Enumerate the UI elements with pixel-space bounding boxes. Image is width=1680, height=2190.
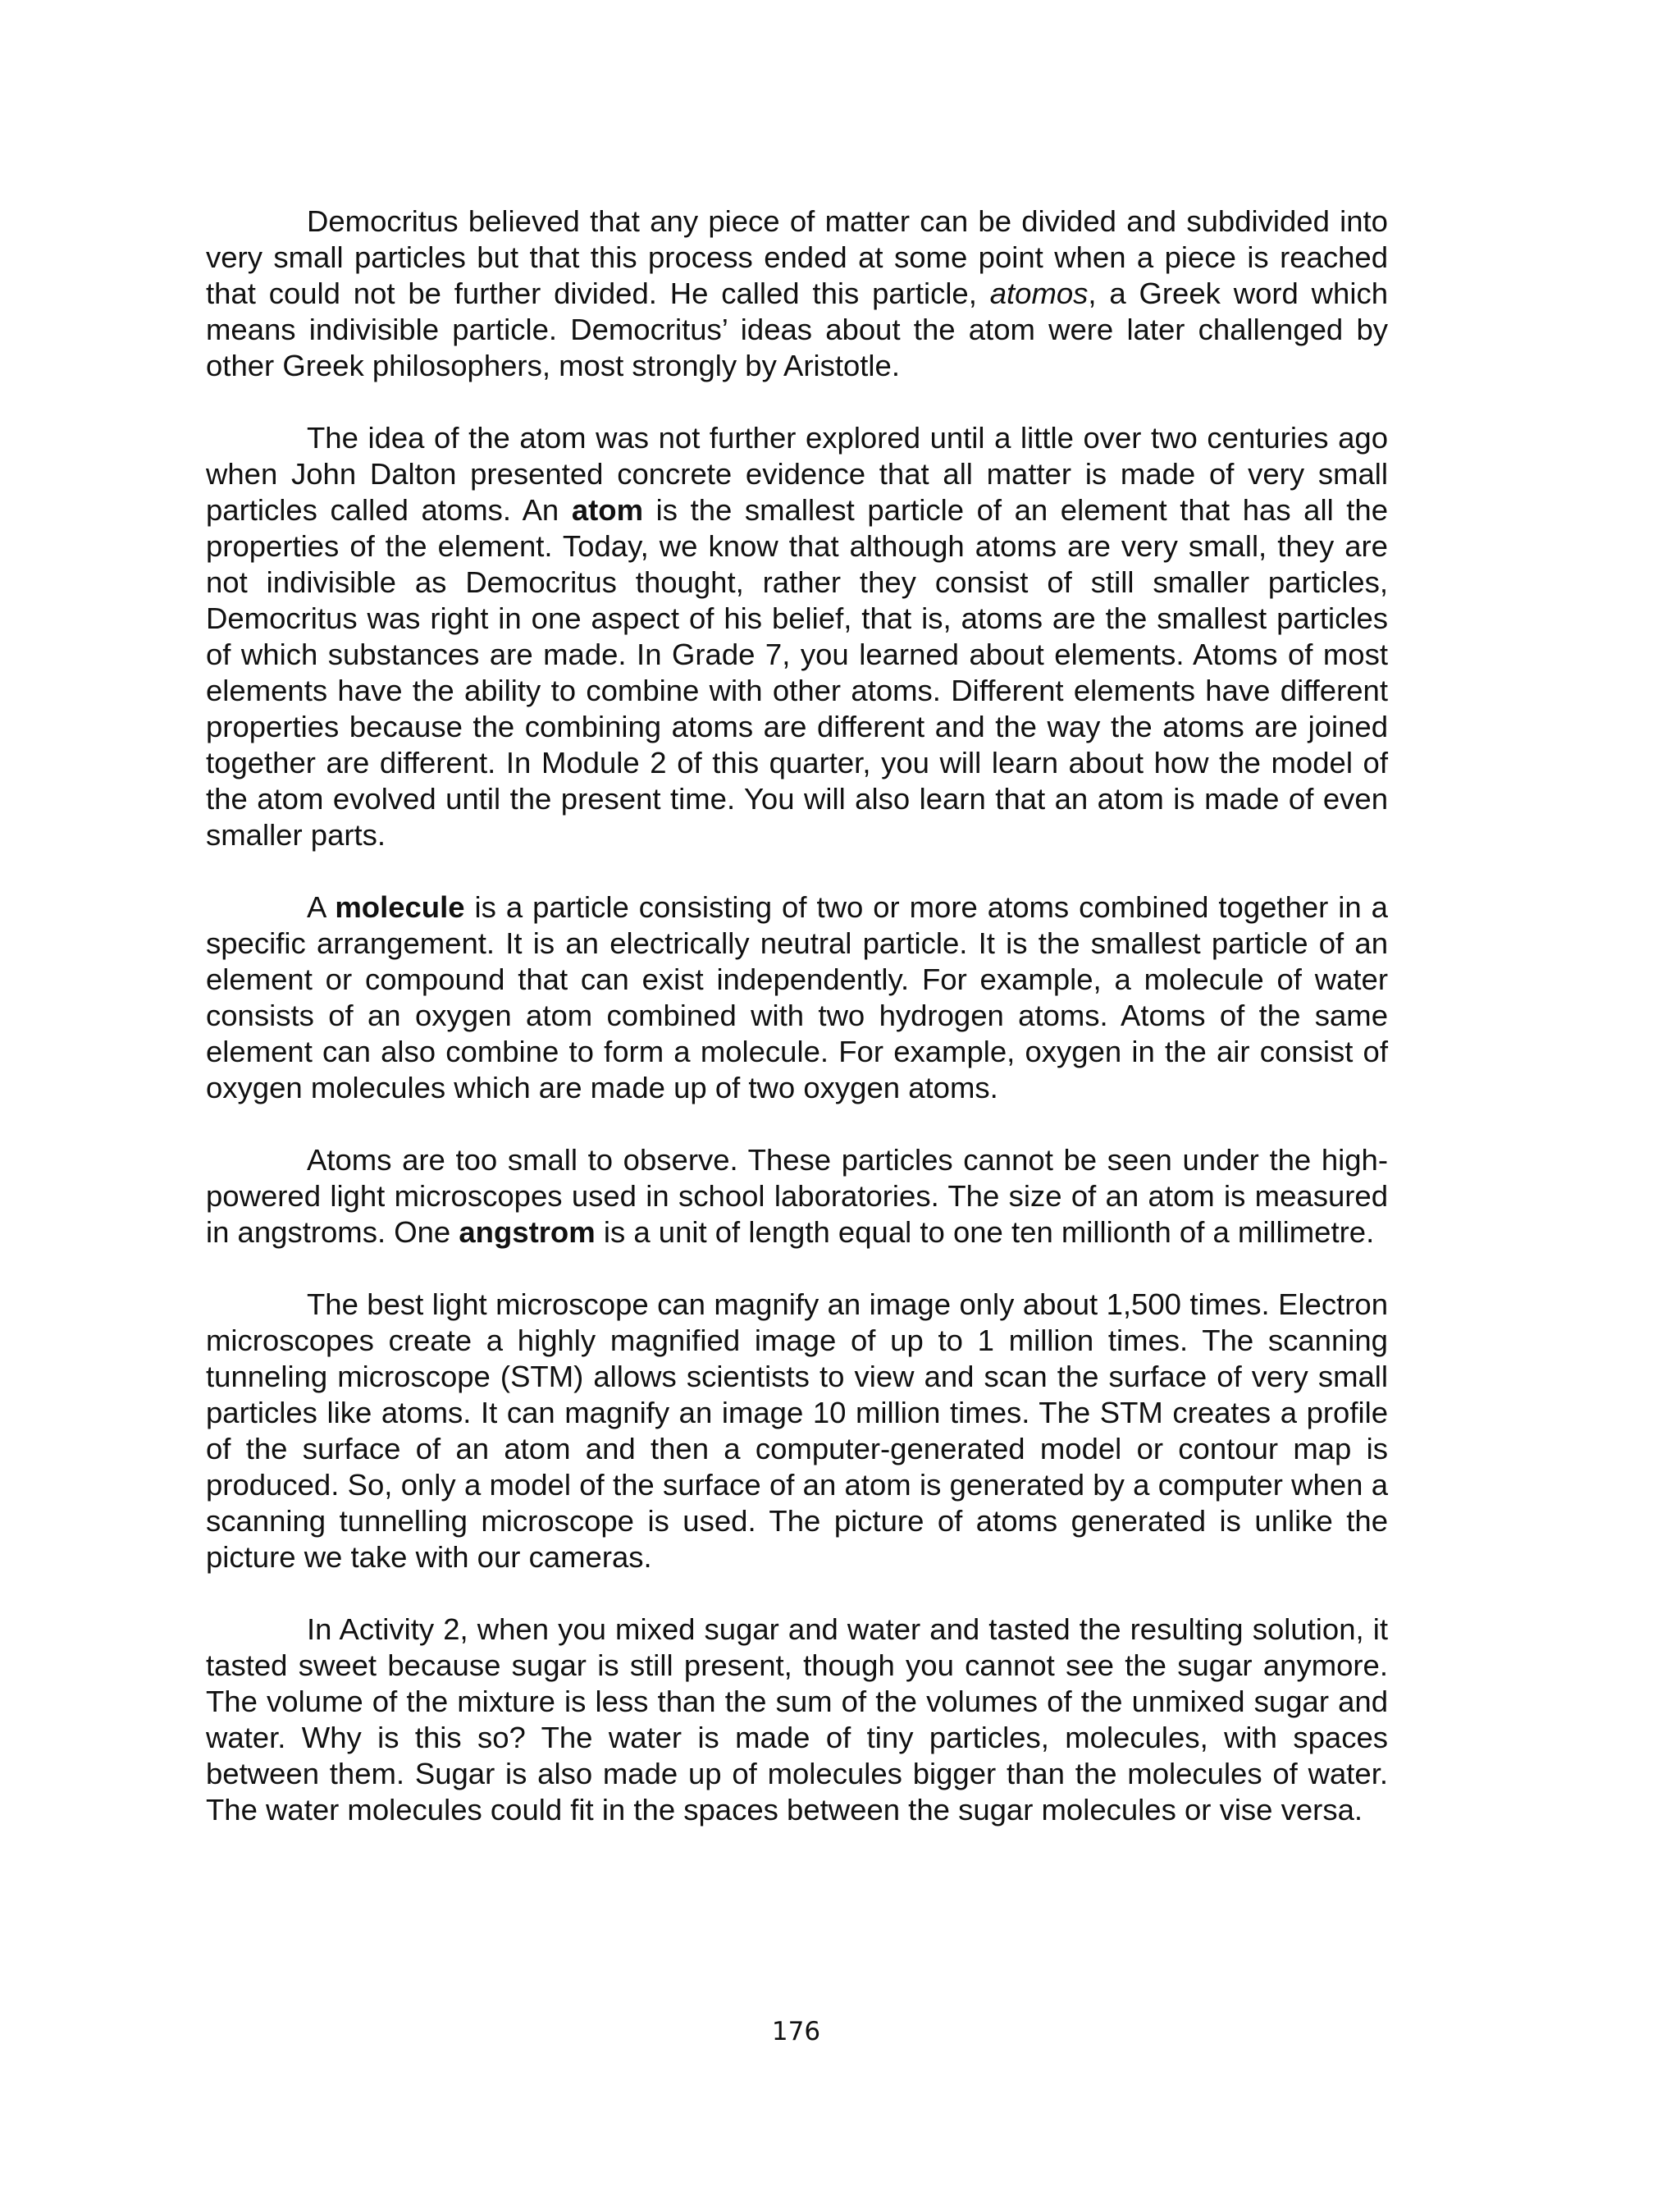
text-run: The best light microscope can magnify an image only about 1,500 times. Electron microscopes create a highly magnified image of up to 1 million times. The scanning tunneling microscope (STM) allows scientists to view and scan the surface of very small particles like atoms. It can magnify an image 10 million times. The STM creates a profile of the surface of an atom and then a computer-generated model or contour map is produced. So, only a model of the surface of an atom is generated by a computer when a scanning tunnelling microscope is used. The picture of atoms generated is unlike the picture we take with our cameras. xyxy=(206,1287,1388,1574)
text-run: is a particle consisting of two or more atoms combined together in a specific arrangement. It is an electrically neutral particle. It is the smallest particle of an element or compound that can exist independently. For example, a molecule of water consists of an oxygen atom combined with two hydrogen atoms. Atoms of the same element can also combine to form a molecule. For example, oxygen in the air consist of oxygen molecules which are made up of two oxygen atoms. xyxy=(206,890,1388,1104)
text-run: Democritus believed that any piece of matter can be divided and subdivided into very small particles but that this process ended at some point when a piece is reached that could not be further divided. He called this particle, xyxy=(206,204,1388,310)
paragraph-microscopes xyxy=(206,1287,1388,1575)
text-run: Atoms are too small to observe. These particles cannot be seen under the high-powered light microscopes used in school laboratories. The size of an atom is measured in angstroms. One xyxy=(206,1143,1388,1249)
text-run: , a Greek word which means indivisible particle. Democritus’ ideas about the atom were later challenged by other Greek philosophers, most strongly by Aristotle. xyxy=(206,277,1388,382)
paragraph-sugar-water xyxy=(206,1612,1388,1828)
paragraph-atom-size xyxy=(206,1142,1388,1250)
page-body xyxy=(206,203,1388,1828)
text-run: is a unit of length equal to one ten millionth of a millimetre. xyxy=(595,1215,1375,1249)
bold-term-molecule: molecule xyxy=(335,890,465,924)
page-number: 176 xyxy=(771,2017,821,2046)
text-run: In Activity 2, when you mixed sugar and water and tasted the resulting solution, it tasted sweet because sugar is still present, though you cannot see the sugar anymore. The volume of the mixture is less than the sum of the volumes of the unmixed sugar and water. Why is this so? The water is made of tiny particles, molecules, with spaces between them. Sugar is also made up of molecules bigger than the molecules of water. The water molecules could fit in the spaces between the sugar molecules or vise versa. xyxy=(206,1612,1388,1827)
paragraph-atom-definition xyxy=(206,420,1388,853)
paragraph-molecule-definition xyxy=(206,889,1388,1106)
bold-term-atom: atom xyxy=(571,493,644,527)
bold-term-angstrom: angstrom xyxy=(459,1215,596,1249)
text-run: is the smallest particle of an element that has all the properties of the element. Today, we know that although atoms are very small, they are not indivisible as Democritus thought, rather they consist of still smaller particles, Democritus was right in one aspect of his belief, that is, atoms are the smallest particles of which substances are made. In Grade 7, you learned about elements. Atoms of most elements have the ability to combine with other atoms. Different elements have different properties because the combining atoms are different and the way the atoms are joined together are different. In Module 2 of this quarter, you will learn about how the model of the atom evolved until the present time. You will also learn that an atom is made of even smaller parts. xyxy=(206,493,1389,852)
text-run: A xyxy=(307,890,336,924)
italic-term-atomos: atomos xyxy=(989,277,1089,310)
paragraph-democritus xyxy=(206,203,1388,384)
text-run: The idea of the atom was not further explored until a little over two centuries ago when John Dalton presented concrete evidence that all matter is made of very small particles called atoms. An xyxy=(206,421,1388,527)
